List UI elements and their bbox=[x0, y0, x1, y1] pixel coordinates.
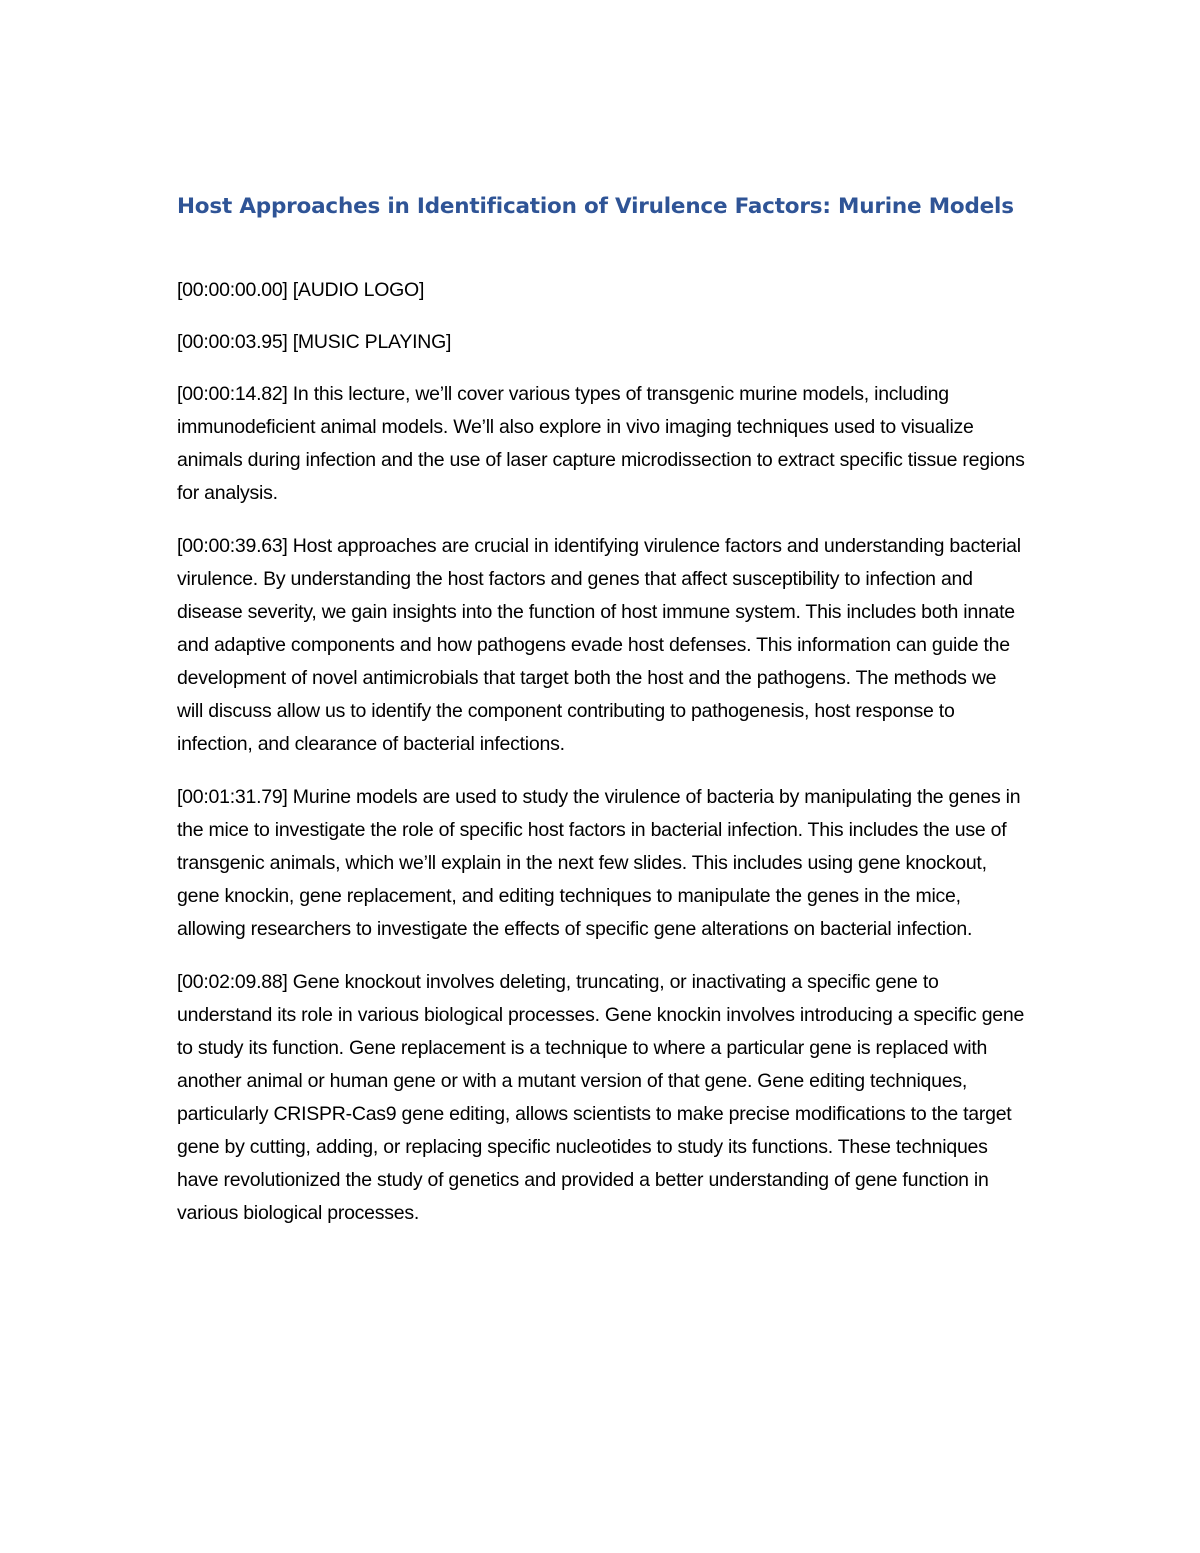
document-title: Host Approaches in Identification of Virulence Factors: Murine Models bbox=[177, 194, 1014, 219]
transcript-paragraph-intro: [00:00:14.82] In this lecture, we’ll cover various types of transgenic murine models, including immunodeficient animal models. We’ll also explore in vivo imaging techniques used to visualize animals during infection and the use of laser capture microdissection to extract specific tissue regions for analysis. bbox=[177, 383, 1025, 504]
transcript-paragraph-host-approaches: [00:00:39.63] Host approaches are crucial in identifying virulence factors and understanding bacterial virulence. By understanding the host factors and genes that affect susceptibility to infection and disease severity, we gain insights into the function of host immune system. This includes both innate and adaptive components and how pathogens evade host defenses. This information can guide the development of novel antimicrobials that target both the host and the pathogens. The methods we will discuss allow us to identify the component contributing to pathogenesis, host response to infection, and clearance of bacterial infections. bbox=[177, 535, 1021, 755]
transcript-paragraph-gene-techniques: [00:02:09.88] Gene knockout involves deleting, truncating, or inactivating a specific gene to understand its role in various biological processes. Gene knockin involves introducing a specific gene to study its function. Gene replacement is a technique to where a particular gene is replaced with another animal or human gene or with a mutant version of that gene. Gene editing techniques, particularly CRISPR-Cas9 gene editing, allows scientists to make precise modifications to the target gene by cutting, adding, or replacing specific nucleotides to study its functions. These techniques have revolutionized the study of genetics and provided a better understanding of gene function in various biological processes. bbox=[177, 971, 1025, 1224]
document-body bbox=[177, 192, 1027, 1250]
transcript-paragraph-audio-logo: [00:00:00.00] [AUDIO LOGO] bbox=[177, 279, 425, 301]
transcript-paragraph-music-playing: [00:00:03.95] [MUSIC PLAYING] bbox=[177, 331, 452, 353]
transcript-paragraph-murine-models: [00:01:31.79] Murine models are used to study the virulence of bacteria by manipulating the genes in the mice to investigate the role of specific host factors in bacterial infection. This includes the use of transgenic animals, which we’ll explain in the next few slides. This includes using gene knockout, gene knockin, gene replacement, and editing techniques to manipulate the genes in the mice, allowing researchers to investigate the effects of specific gene alterations on bacterial infection. bbox=[177, 786, 1021, 940]
